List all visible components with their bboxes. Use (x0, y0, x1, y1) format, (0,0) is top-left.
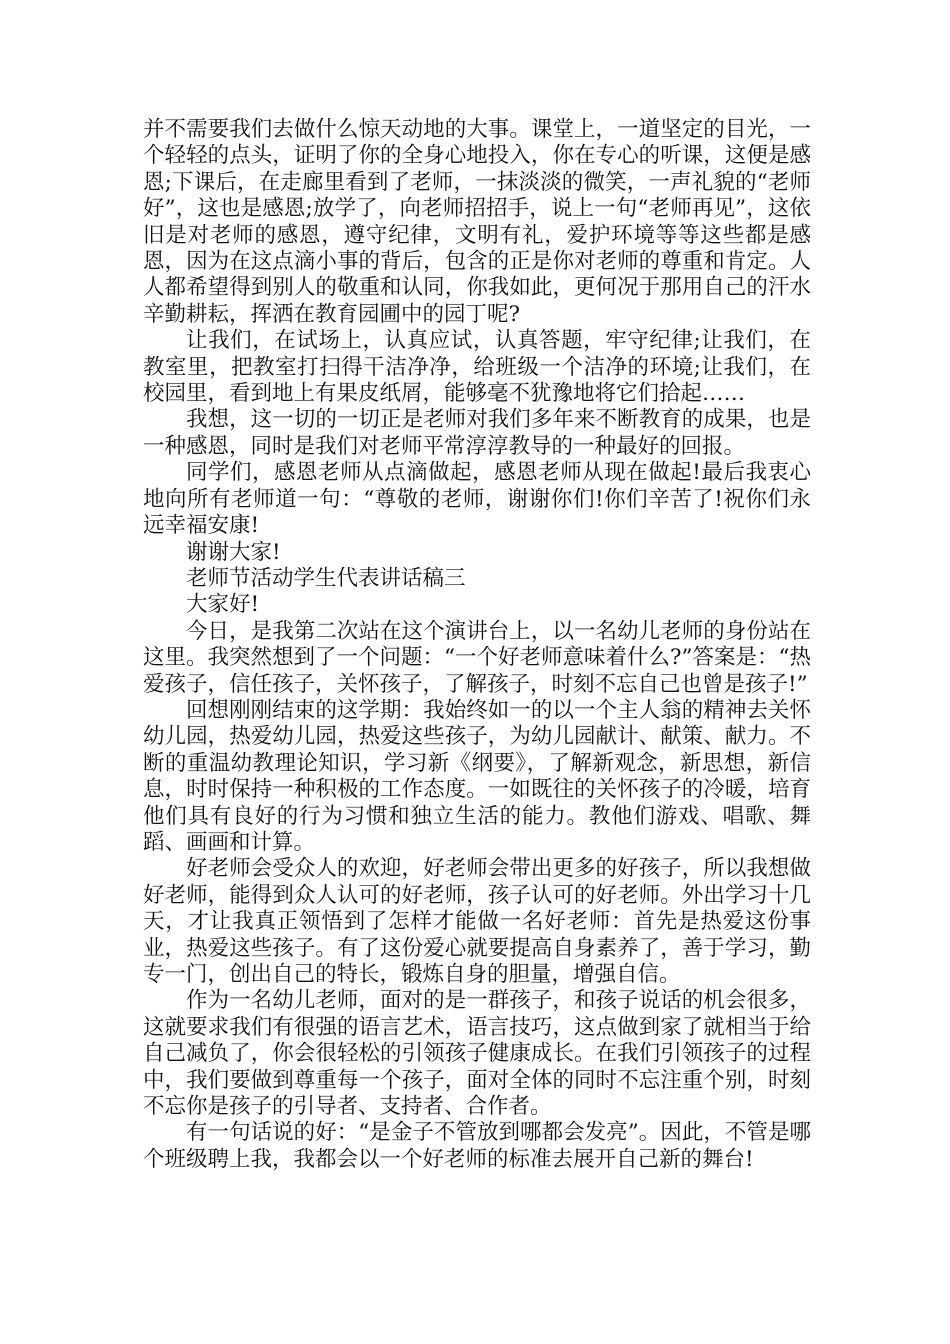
paragraph-5: 今日，是我第二次站在这个演讲台上，以一名幼儿老师的身份站在这里。我突然想到了一个问题：“一个好老师意味着什么?”答案是：“热爱孩子，信任孩子，关怀孩子，了解孩子，时刻不忘自己也曾是孩子!” (143, 618, 812, 697)
paragraph-1: 并不需要我们去做什么惊天动地的大事。课堂上，一道坚定的目光，一个轻轻的点头，证明了你的全身心地投入，你在专心的听课，这便是感恩;下课后，在走廊里看到了老师，一抹淡淡的微笑，一声礼貌的“老师好”，这也是感恩;放学了，向老师招招手，说上一句“老师再见”，这依旧是对老师的感恩，遵守纪律，文明有礼，爱护环境等等这些都是感恩，因为在这点滴小事的背后，包含的正是你对老师的尊重和肯定。人人都希望得到别人的敬重和认同，你我如此，更何况于那用自己的汗水辛勤耕耘，挥洒在教育园圃中的园丁呢? (143, 117, 811, 327)
paragraph-9: 有一句话说的好：“是金子不管放到哪都会发亮”。因此，不管是哪个班级聘上我，我都会以一个好老师的标准去展开自己新的舞台! (143, 1120, 811, 1172)
greeting: 大家好! (186, 592, 260, 618)
closing-thanks: 谢谢大家! (186, 539, 281, 565)
paragraph-4: 同学们，感恩老师从点滴做起，感恩老师从现在做起!最后我衷心地向所有老师道一句：“尊敬的老师，谢谢你们!你们辛苦了!祝你们永远幸福安康! (143, 460, 811, 539)
document-body (143, 117, 811, 1173)
paragraph-7: 好老师会受众人的欢迎，好老师会带出更多的好孩子，所以我想做好老师，能得到众人认可的好老师，孩子认可的好老师。外出学习十几天，才让我真正领悟到了怎样才能做一名好老师：首先是热爱这份事业，热爱这些孩子。有了这份爱心就要提高自身素养了，善于学习，勤专一门，创出自己的特长，锻炼自身的胆量，增强自信。 (143, 856, 811, 987)
paragraph-8: 作为一名幼儿老师，面对的是一群孩子，和孩子说话的机会很多，这就要求我们有很强的语言艺术，语言技巧，这点做到家了就相当于给自己减负了，你会很轻松的引领孩子健康成长。在我们引领孩子的过程中，我们要做到尊重每一个孩子，面对全体的同时不忘注重个别，时刻不忘你是孩子的引导者、支持者、合作者。 (143, 988, 811, 1120)
paragraph-3: 我想，这一切的一切正是老师对我们多年来不断教育的成果，也是一种感恩，同时是我们对老师平常淳淳教导的一种最好的回报。 (143, 407, 811, 459)
section-heading: 老师节活动学生代表讲话稿三 (186, 565, 466, 591)
paragraph-2: 让我们，在试场上，认真应试，认真答题，牢守纪律;让我们，在教室里，把教室打扫得干洁净净，给班级一个洁净的环境;让我们，在校园里，看到地上有果皮纸屑，能够毫不犹豫地将它们拾起…… (143, 328, 811, 407)
paragraph-6: 回想刚刚结束的这学期：我始终如一的以一个主人翁的精神去关怀幼儿园，热爱幼儿园，热爱这些孩子，为幼儿园献计、献策、献力。不断的重温幼教理论知识，学习新《纲要》，了解新观念，新思想，新信息，时时保持一种积极的工作态度。一如既往的关怀孩子的冷暖，培育他们具有良好的行为习惯和独立生活的能力。教他们游戏、唱歌、舞蹈、画画和计算。 (143, 697, 811, 855)
